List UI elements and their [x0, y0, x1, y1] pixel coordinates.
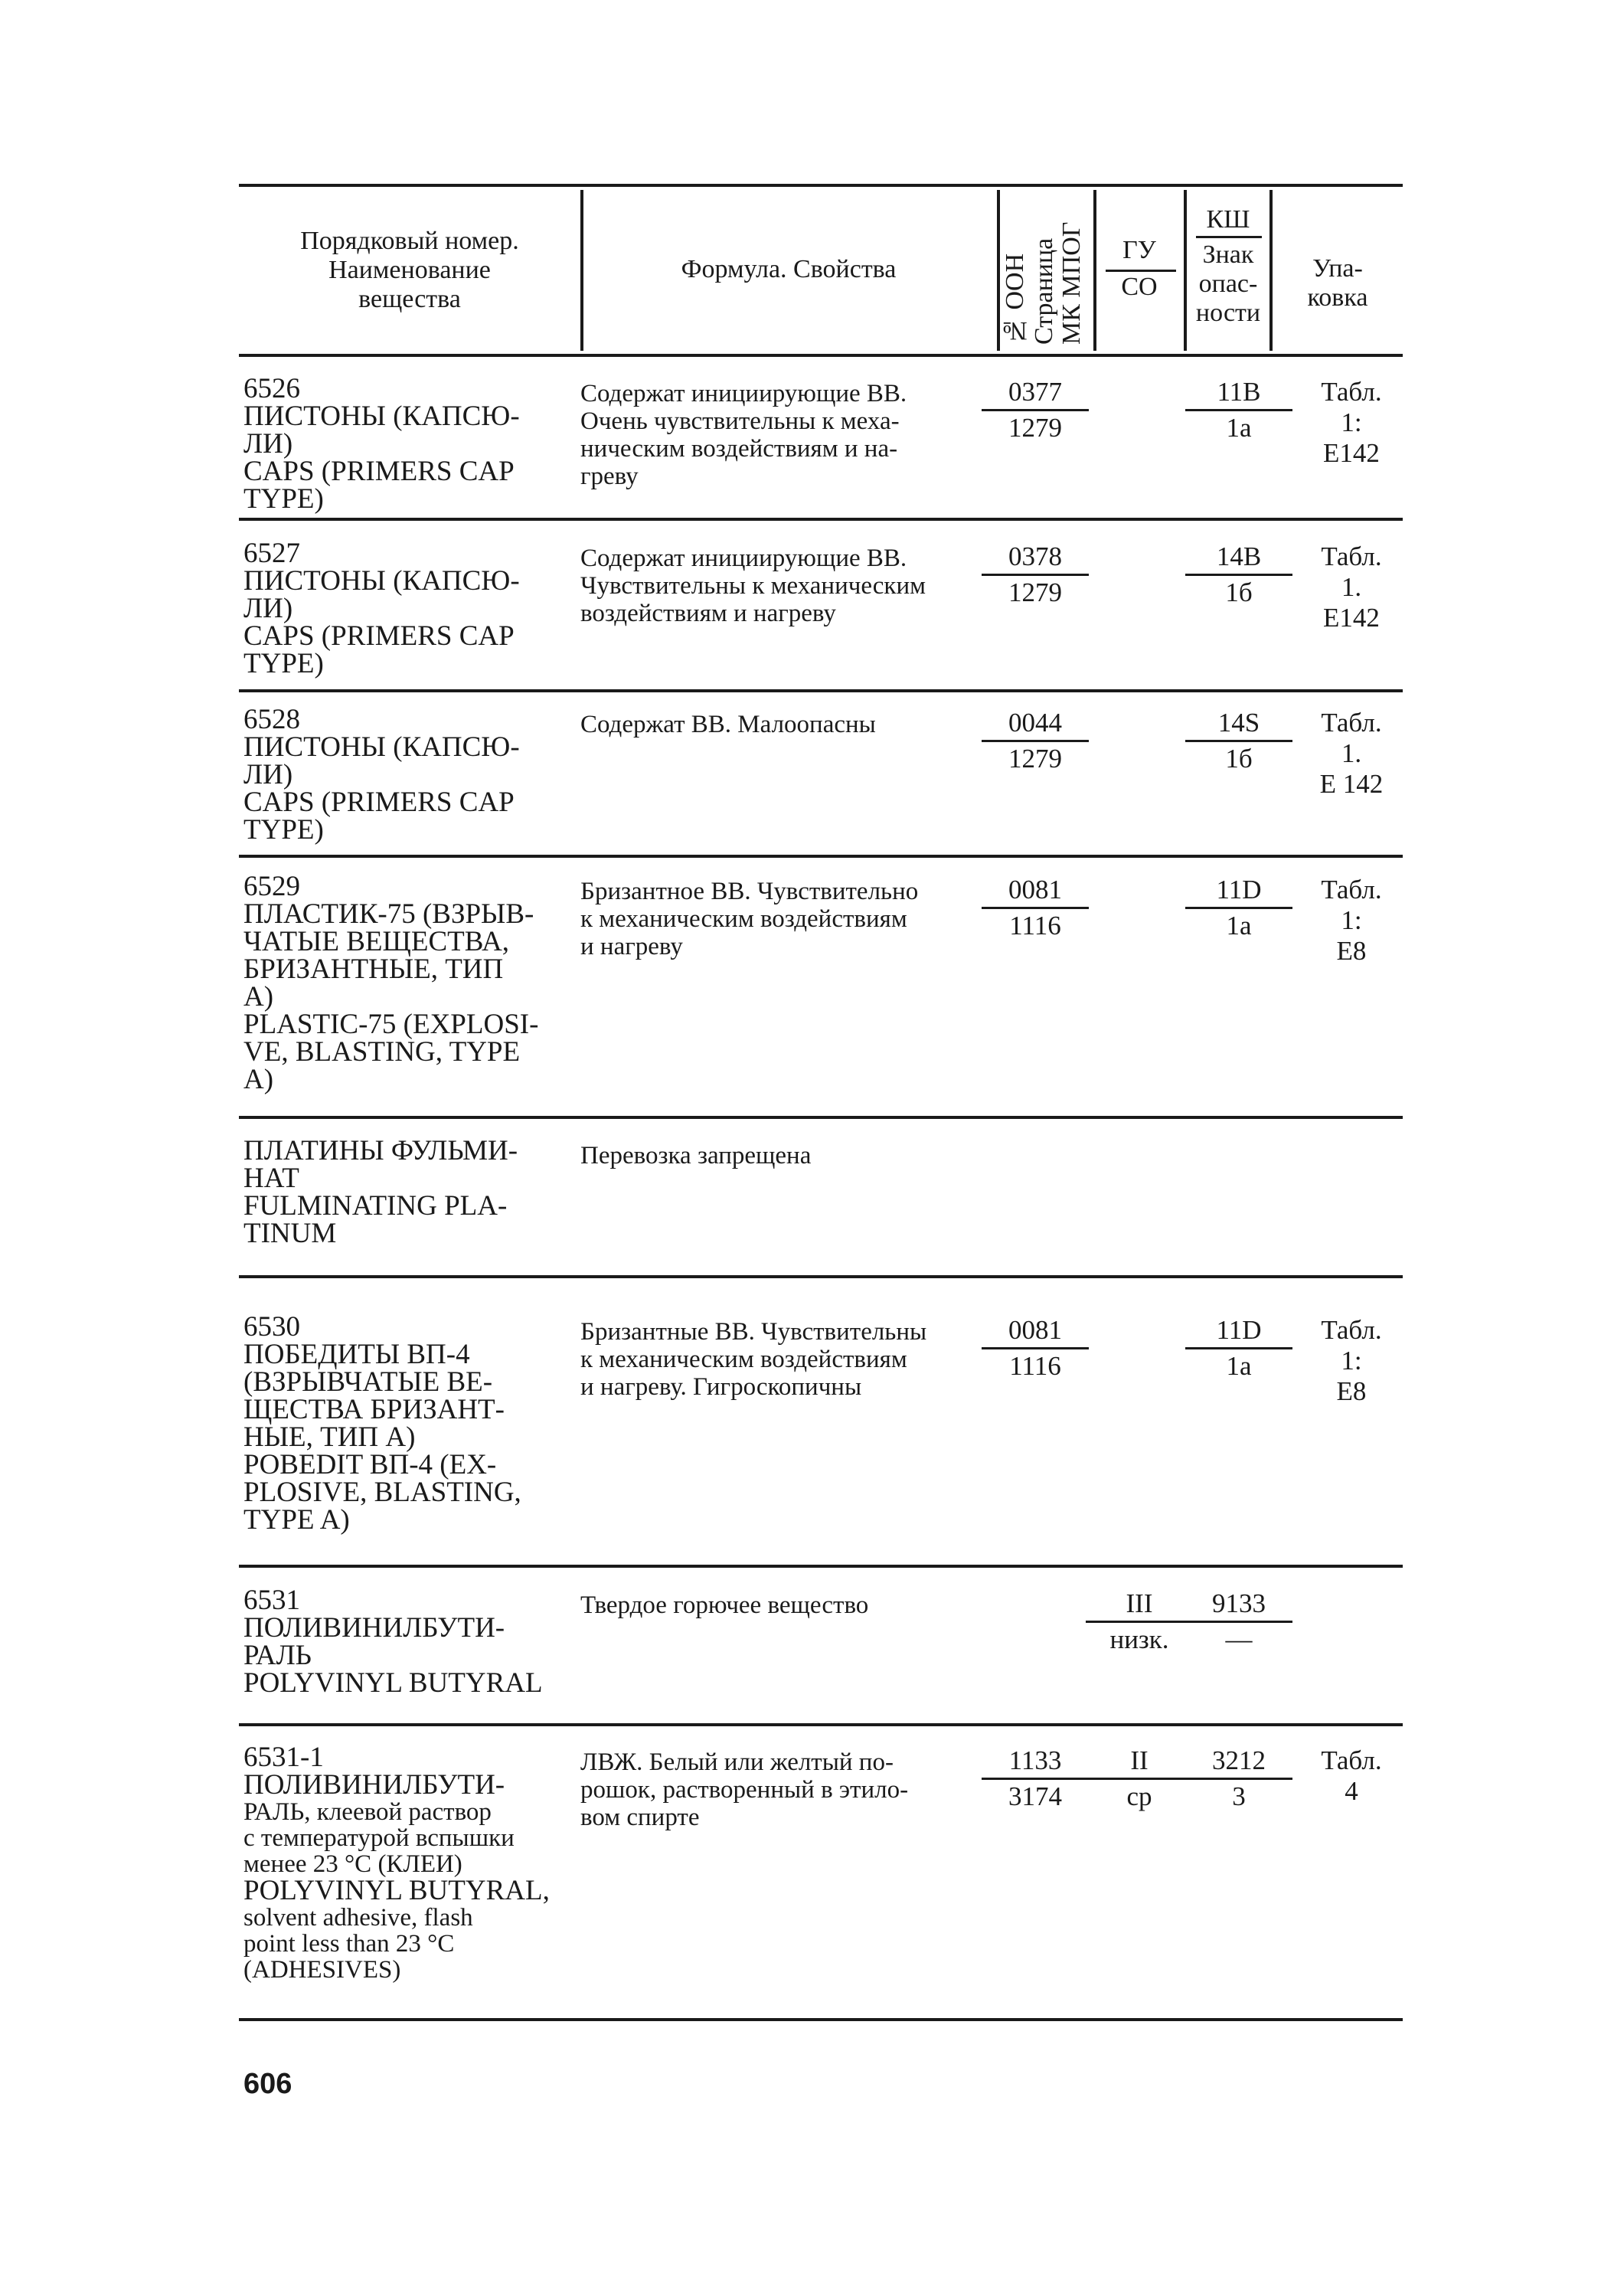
- substance-name-line: менее 23 °C (КЛЕИ): [243, 1850, 462, 1878]
- substance-name-line: point less than 23 °C: [243, 1930, 455, 1958]
- un-number-fraction-bottom: 1279: [1008, 577, 1062, 607]
- header-ksh-rule: [1196, 236, 1262, 238]
- substance-name-line: НАТ: [243, 1163, 299, 1194]
- substance-properties: [580, 1748, 994, 1831]
- substance-name: [243, 1313, 569, 1534]
- un-number-fraction-bottom: 1116: [1009, 1351, 1061, 1381]
- un-number-fraction-top: 0081: [982, 1315, 1089, 1349]
- entry-separator: [239, 855, 1403, 858]
- entry-separator: [239, 1565, 1403, 1568]
- header-page-line: МК МПОГ: [1057, 221, 1086, 345]
- header-name-line: вещества: [358, 285, 461, 313]
- properties-line: Бризантное ВВ. Чувствительно: [580, 878, 919, 905]
- gu-co-fraction-top: III: [1086, 1588, 1193, 1623]
- un-number-fraction-bottom: 1116: [1009, 911, 1061, 940]
- substance-name-line: ЛИ): [243, 593, 293, 624]
- substance-name-line: ПЛАТИНЫ ФУЛЬМИ-: [243, 1135, 518, 1166]
- ksh-sign-fraction: [1185, 708, 1292, 774]
- substance-name-line: с температурой вспышки: [243, 1824, 515, 1852]
- ksh-sign-fraction-bottom: 1б: [1225, 744, 1253, 774]
- substance-name-line: A): [243, 1064, 274, 1095]
- header-divider-4: [1184, 190, 1187, 351]
- header-gu-co-rule: [1106, 270, 1176, 272]
- substance-name-line: POBEDIT ВП-4 (EX-: [243, 1449, 497, 1480]
- un-number-fraction-top: 0378: [982, 541, 1089, 576]
- gu-co-fraction-bottom: ср: [1126, 1781, 1152, 1811]
- substance-name-line: ПИСТОНЫ (КАПСЮ-: [243, 565, 520, 597]
- header-top-rule: [239, 184, 1403, 187]
- ksh-sign-fraction: [1185, 1315, 1292, 1382]
- properties-line: греву: [580, 463, 639, 490]
- substance-name-line: 6529: [243, 871, 300, 902]
- properties-line: воздействиям и нагреву: [580, 600, 836, 627]
- header-un-number: № ООН: [1001, 253, 1029, 345]
- un-number-fraction: [982, 1745, 1089, 1812]
- substance-name-line: CAPS (PRIMERS CAP: [243, 787, 515, 818]
- ksh-sign-fraction-bottom: —: [1225, 1624, 1253, 1654]
- substance-name-line: POLYVINYL BUTYRAL,: [243, 1875, 550, 1906]
- substance-name-line: ЩЕСТВА БРИЗАНТ-: [243, 1394, 505, 1425]
- properties-line: ническим воздействиям и на-: [580, 435, 898, 463]
- header-sign: [1191, 240, 1265, 328]
- substance-name-line: ПЛАСТИК-75 (ВЗРЫВ-: [243, 898, 534, 930]
- un-number-fraction: [982, 708, 1089, 774]
- header-bottom-rule: [239, 354, 1403, 357]
- un-number-fraction-top: 0081: [982, 875, 1089, 909]
- substance-properties: [580, 1591, 994, 1619]
- ksh-sign-fraction-top: 14S: [1185, 708, 1292, 742]
- un-number-fraction: [982, 875, 1089, 941]
- substance-name-line: TYPE): [243, 814, 324, 846]
- substance-name: [243, 706, 569, 844]
- packaging: [1302, 377, 1401, 469]
- gu-co-fraction-top: II: [1086, 1745, 1193, 1780]
- header-divider-5: [1269, 190, 1273, 351]
- entry-separator: [239, 1275, 1403, 1278]
- substance-name-line: НЫЕ, ТИП А): [243, 1421, 416, 1453]
- packaging: [1302, 1745, 1401, 1807]
- un-number-fraction-top: 1133: [982, 1745, 1089, 1780]
- header-pack-line: ковка: [1307, 283, 1368, 312]
- substance-name-line: TYPE): [243, 648, 324, 679]
- entry-separator: [239, 2018, 1403, 2021]
- properties-line: Очень чувствительны к меха-: [580, 407, 900, 435]
- ksh-sign-fraction-top: 11D: [1185, 875, 1292, 909]
- header-ksh: КШ: [1206, 205, 1250, 234]
- substance-name-line: TINUM: [243, 1218, 337, 1249]
- ksh-sign-fraction-top: 11B: [1185, 377, 1292, 411]
- packaging-line: 1.: [1341, 572, 1362, 602]
- properties-line: Чувствительны к механическим: [580, 572, 926, 600]
- un-number-fraction-bottom: 1279: [1008, 744, 1062, 774]
- properties-line: к механическим воздействиям: [580, 1346, 907, 1373]
- substance-name-line: ЛИ): [243, 759, 293, 790]
- substance-name-line: VE, BLASTING, TYPE: [243, 1036, 521, 1068]
- packaging-line: Табл.: [1321, 541, 1382, 571]
- un-number-fraction: [982, 377, 1089, 443]
- substance-properties: [580, 380, 994, 490]
- header-pack-line: Упа-: [1312, 254, 1363, 283]
- gu-co-fraction-bottom: низк.: [1109, 1624, 1169, 1654]
- properties-line: рошок, растворенный в этило-: [580, 1776, 909, 1804]
- substance-name-line: solvent adhesive, flash: [243, 1904, 473, 1932]
- substance-name: [243, 540, 569, 678]
- ksh-sign-fraction-top: 3212: [1185, 1745, 1292, 1780]
- packaging-line: 1:: [1341, 905, 1362, 935]
- substance-name: [243, 375, 569, 513]
- packaging-line: E 142: [1319, 769, 1384, 799]
- substance-name-line: PLOSIVE, BLASTING,: [243, 1477, 521, 1508]
- un-number-fraction-bottom: 3174: [1008, 1781, 1062, 1811]
- substance-name-line: 6528: [243, 704, 300, 735]
- substance-name-line: TYPE): [243, 483, 324, 515]
- substance-name: [243, 1744, 569, 1983]
- packaging: [1302, 541, 1401, 633]
- properties-line: к механическим воздействиям: [580, 905, 907, 933]
- packaging-line: 4: [1345, 1776, 1358, 1806]
- entry-separator: [239, 689, 1403, 692]
- header-divider-2: [997, 190, 1000, 351]
- packaging: [1302, 708, 1401, 800]
- packaging-line: Табл.: [1321, 377, 1382, 407]
- packaging-line: 1:: [1341, 1346, 1362, 1376]
- substance-name: [243, 1587, 569, 1697]
- header-divider-3: [1093, 190, 1096, 351]
- header-page-line: Страница: [1030, 237, 1058, 345]
- header-name-column: [253, 227, 567, 314]
- ksh-sign-fraction: [1185, 1588, 1292, 1655]
- substance-name-line: ПИСТОНЫ (КАПСЮ-: [243, 731, 520, 763]
- header-gu: ГУ: [1122, 236, 1156, 264]
- ksh-sign-fraction: [1185, 541, 1292, 608]
- properties-line: Бризантные ВВ. Чувствительны: [580, 1318, 927, 1346]
- packaging: [1302, 875, 1401, 967]
- packaging-line: 1.: [1341, 738, 1362, 768]
- properties-line: и нагреву: [580, 933, 683, 960]
- header-co: СО: [1121, 273, 1158, 301]
- ksh-sign-fraction: [1185, 377, 1292, 443]
- header-sign-line: опас-: [1198, 270, 1258, 298]
- substance-properties: [580, 711, 994, 738]
- substance-name-line: 6531: [243, 1585, 300, 1616]
- substance-name: [243, 873, 569, 1094]
- substance-name-line: ПОЛИВИНИЛБУТИ-: [243, 1769, 505, 1801]
- substance-name-line: 6526: [243, 373, 300, 404]
- substance-properties: [580, 878, 994, 960]
- substance-name-line: (ADHESIVES): [243, 1956, 401, 1984]
- substance-name-line: TYPE A): [243, 1504, 350, 1536]
- ksh-sign-fraction-bottom: 1a: [1226, 1351, 1252, 1381]
- ksh-sign-fraction: [1185, 875, 1292, 941]
- properties-line: Содержат инициирующие ВВ.: [580, 380, 907, 407]
- packaging-line: 1:: [1341, 407, 1362, 437]
- un-number-fraction-top: 0377: [982, 377, 1089, 411]
- ksh-sign-fraction-top: 9133: [1185, 1588, 1292, 1623]
- properties-line: вом спирте: [580, 1804, 700, 1831]
- ksh-sign-fraction-bottom: 1б: [1225, 577, 1253, 607]
- substance-name-line: 6531-1: [243, 1742, 324, 1773]
- substance-name-line: РАЛЬ: [243, 1640, 312, 1671]
- header-divider-1: [580, 190, 583, 351]
- packaging-line: Табл.: [1321, 708, 1382, 738]
- substance-name-line: ПОЛИВИНИЛБУТИ-: [243, 1612, 505, 1644]
- header-formula-column: Формула. Свойства: [681, 255, 897, 283]
- properties-line: Содержат инициирующие ВВ.: [580, 545, 907, 572]
- substance-name-line: А): [243, 981, 274, 1012]
- packaging-line: Табл.: [1321, 875, 1382, 904]
- gu-co-fraction: [1086, 1745, 1193, 1812]
- header-page-column: [1031, 191, 1086, 345]
- page-number: 606: [243, 2068, 292, 2100]
- packaging-line: E142: [1323, 438, 1380, 468]
- substance-properties: [580, 1142, 994, 1169]
- ksh-sign-fraction-bottom: 1a: [1226, 413, 1252, 443]
- packaging-line: E8: [1336, 936, 1367, 966]
- header-pack: [1280, 254, 1395, 312]
- packaging-line: Табл.: [1321, 1315, 1382, 1345]
- substance-name: [243, 1137, 569, 1248]
- header-sign-line: Знак: [1202, 240, 1254, 269]
- ksh-sign-fraction-bottom: 1a: [1226, 911, 1252, 940]
- properties-line: Содержат ВВ. Малоопасны: [580, 711, 876, 738]
- packaging-line: E8: [1336, 1376, 1367, 1406]
- packaging-line: Табл.: [1321, 1745, 1382, 1775]
- header-name-line: Наименование: [328, 256, 491, 284]
- substance-name-line: ПОБЕДИТЫ ВП-4: [243, 1339, 470, 1370]
- substance-name-line: ЧАТЫЕ ВЕЩЕСТВА,: [243, 926, 510, 957]
- ksh-sign-fraction-bottom: 3: [1232, 1781, 1246, 1811]
- packaging: [1302, 1315, 1401, 1407]
- un-number-fraction-bottom: 1279: [1008, 413, 1062, 443]
- substance-name-line: CAPS (PRIMERS CAP: [243, 456, 515, 487]
- ksh-sign-fraction: [1185, 1745, 1292, 1812]
- substance-name-line: PLASTIC-75 (EXPLOSI-: [243, 1009, 539, 1040]
- substance-name-line: БРИЗАНТНЫЕ, ТИП: [243, 954, 504, 985]
- substance-name-line: ПИСТОНЫ (КАПСЮ-: [243, 401, 520, 432]
- header-sign-line: ности: [1195, 299, 1261, 327]
- un-number-fraction: [982, 1315, 1089, 1382]
- substance-properties: [580, 545, 994, 627]
- properties-line: и нагреву. Гигроскопичны: [580, 1373, 862, 1401]
- entry-separator: [239, 1116, 1403, 1119]
- entry-separator: [239, 518, 1403, 521]
- substance-name-line: ЛИ): [243, 428, 293, 460]
- substance-name-line: CAPS (PRIMERS CAP: [243, 620, 515, 652]
- substance-name-line: FULMINATING PLA-: [243, 1190, 508, 1222]
- substance-name-line: (ВЗРЫВЧАТЫЕ ВЕ-: [243, 1366, 493, 1398]
- properties-line: ЛВЖ. Белый или желтый по-: [580, 1748, 894, 1776]
- substance-name-line: 6530: [243, 1311, 300, 1343]
- ksh-sign-fraction-top: 14B: [1185, 541, 1292, 576]
- properties-line: Твердое горючее вещество: [580, 1591, 869, 1619]
- ksh-sign-fraction-top: 11D: [1185, 1315, 1292, 1349]
- substance-name-line: РАЛЬ, клеевой раствор: [243, 1798, 492, 1826]
- gu-co-fraction: [1086, 1588, 1193, 1655]
- un-number-fraction: [982, 541, 1089, 608]
- entry-separator: [239, 1723, 1403, 1726]
- substance-name-line: POLYVINYL BUTYRAL: [243, 1667, 543, 1699]
- header-name-line: Порядковый номер.: [300, 227, 519, 255]
- packaging-line: E142: [1323, 603, 1380, 633]
- substance-name-line: 6527: [243, 538, 300, 569]
- substance-properties: [580, 1318, 994, 1401]
- un-number-fraction-top: 0044: [982, 708, 1089, 742]
- properties-line: Перевозка запрещена: [580, 1142, 812, 1169]
